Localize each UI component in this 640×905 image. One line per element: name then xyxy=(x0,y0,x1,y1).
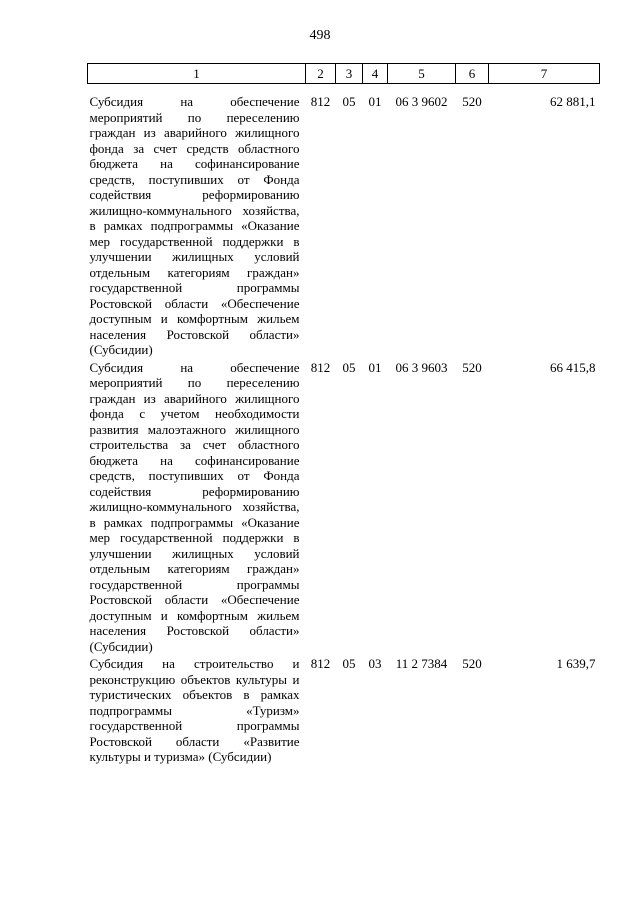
row-code-subsection: 03 xyxy=(368,656,382,671)
table-row xyxy=(88,358,600,655)
row-code-ministry: 812 xyxy=(310,359,331,375)
row-code-section: 05 xyxy=(342,359,356,375)
column-header: 4 xyxy=(363,64,388,84)
column-header: 2 xyxy=(306,64,336,84)
row-description: Субсидия на строительство и реконструкцию объектов культуры и туристических объектов в рамках подпрограммы «Туризм» государственной программы Ростовской области «Развитие культуры и туризма» (Субсидии) xyxy=(89,656,300,764)
row-code-subsection: 01 xyxy=(368,359,382,375)
row-code-expense-type: 520 xyxy=(462,94,482,109)
table-row xyxy=(88,92,600,358)
row-description: Субсидия на обеспечение мероприятий по переселению граждан из аварийного жилищного фонда с учетом необходимости развития малоэтажного жилищного строительства за счет областного бюджета на софинансирование средств, поступивших от Фонда содействия реформированию жилищно-коммунального хозяйства, в рамках подпрограммы «Оказание мер государственной поддержки в улучшении жилищных условий отдельным категориям граждан» государственной программы Ростовской области «Обеспечение доступным и комфортным жильем населения Ростовской области» (Субсидии) xyxy=(89,359,300,654)
row-code-expense-type: 520 xyxy=(462,656,482,671)
row-amount: 1 639,7 xyxy=(556,656,596,671)
row-code-target: 11 2 7384 xyxy=(395,656,448,671)
row-code-section: 05 xyxy=(342,94,356,109)
row-amount: 66 415,8 xyxy=(550,359,596,375)
row-description: Субсидия на обеспечение мероприятий по переселению граждан из аварийного жилищного фонда за счет средств областного бюджета на софинансирование средств, поступивших от Фонда содействия реформированию жилищно-коммунального хозяйства, в рамках подпрограммы «Оказание мер государственной поддержки в улучшении жилищных условий отдельным категориям граждан» государственной программы Ростовской области «Обеспечение доступным и комфортным жильем населения Ростовской области» (Субсидии) xyxy=(89,94,300,357)
column-header: 5 xyxy=(388,64,456,84)
row-code-section: 05 xyxy=(342,656,356,671)
row-amount: 62 881,1 xyxy=(550,94,596,109)
row-code-subsection: 01 xyxy=(368,94,382,109)
page-number: 498 xyxy=(309,28,331,43)
row-code-target: 06 3 9603 xyxy=(395,359,448,375)
table-row xyxy=(88,654,600,765)
table-header-row xyxy=(88,64,600,84)
row-code-expense-type: 520 xyxy=(462,359,482,375)
column-header: 6 xyxy=(456,64,489,84)
column-header: 1 xyxy=(88,64,306,84)
column-header: 7 xyxy=(489,64,600,84)
column-header: 3 xyxy=(336,64,363,84)
row-code-ministry: 812 xyxy=(310,656,331,671)
row-code-target: 06 3 9602 xyxy=(395,94,448,109)
row-code-ministry: 812 xyxy=(310,94,331,109)
budget-table xyxy=(87,63,600,765)
